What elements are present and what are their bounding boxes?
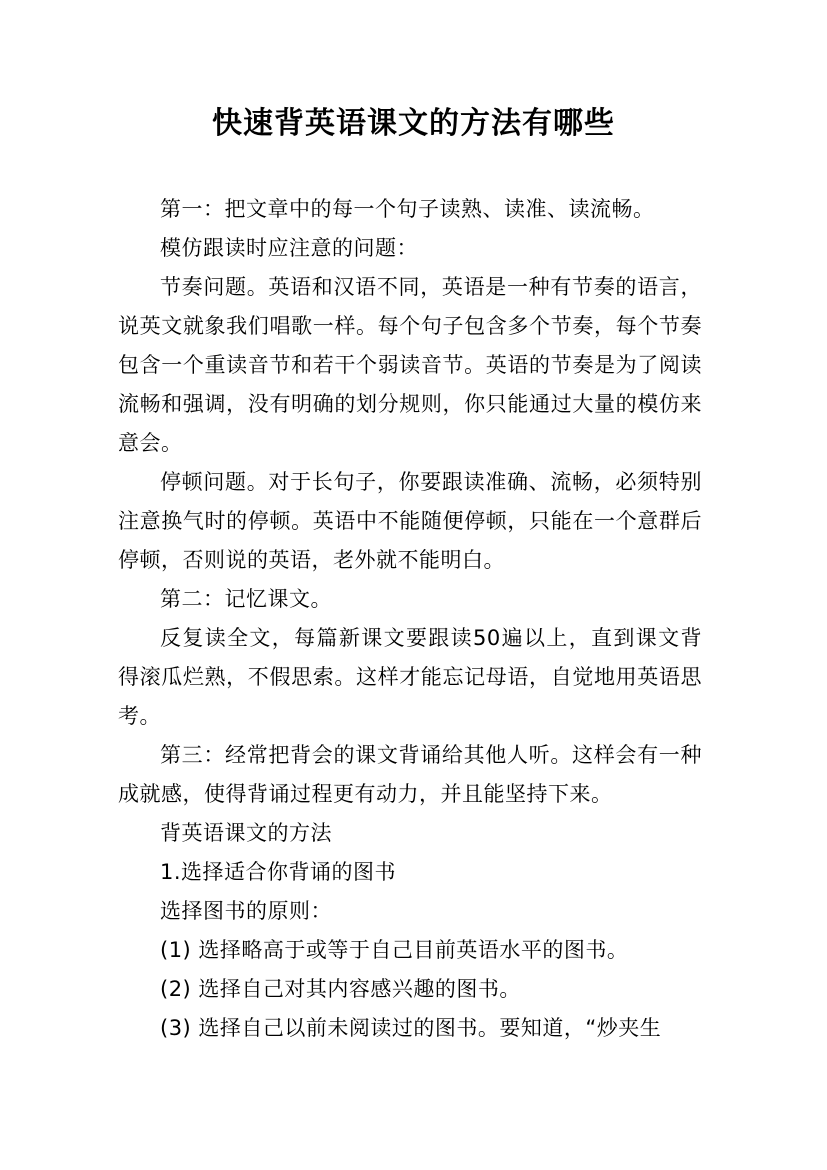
list-item: (2) 选择自己对其内容感兴趣的图书。 bbox=[160, 977, 521, 1001]
section-heading: 背英语课文的方法 bbox=[160, 821, 332, 845]
list-item: (3) 选择自己以前未阅读过的图书。要知道，“炒夹生 bbox=[160, 1016, 662, 1040]
paragraph: 节奏问题。英语和汉语不同，英语是一种有节奏的语言，说英文就象我们唱歌一样。每个句子包含多个节奏，每个节奏包含一个重读音节和若干个弱读音节。英语的节奏是为了阅读流畅和强调，没有明确的划分规则，你只能通过大量的模仿来意会。 bbox=[118, 275, 702, 455]
list-item: (1) 选择略高于或等于自己目前英语水平的图书。 bbox=[160, 938, 629, 962]
paragraph: 模仿跟读时应注意的问题： bbox=[160, 236, 418, 260]
paragraph: 第二：记忆课文。 bbox=[160, 587, 332, 611]
document-body bbox=[118, 190, 702, 1048]
paragraph: 反复读全文，每篇新课文要跟读50遍以上，直到课文背得滚瓜烂熟，不假思索。这样才能忘记母语，自觉地用英语思考。 bbox=[118, 626, 702, 728]
list-heading: 1.选择适合你背诵的图书 bbox=[160, 860, 397, 884]
paragraph: 第三：经常把背会的课文背诵给其他人听。这样会有一种成就感，使得背诵过程更有动力，并且能坚持下来。 bbox=[118, 743, 702, 806]
document-title: 快速背英语课文的方法有哪些 bbox=[212, 106, 615, 141]
paragraph: 第一：把文章中的每一个句子读熟、读准、读流畅。 bbox=[160, 197, 655, 221]
paragraph: 选择图书的原则： bbox=[160, 899, 332, 923]
paragraph: 停顿问题。对于长句子，你要跟读准确、流畅，必须特别注意换气时的停顿。英语中不能随便停顿，只能在一个意群后停顿，否则说的英语，老外就不能明白。 bbox=[118, 470, 702, 572]
